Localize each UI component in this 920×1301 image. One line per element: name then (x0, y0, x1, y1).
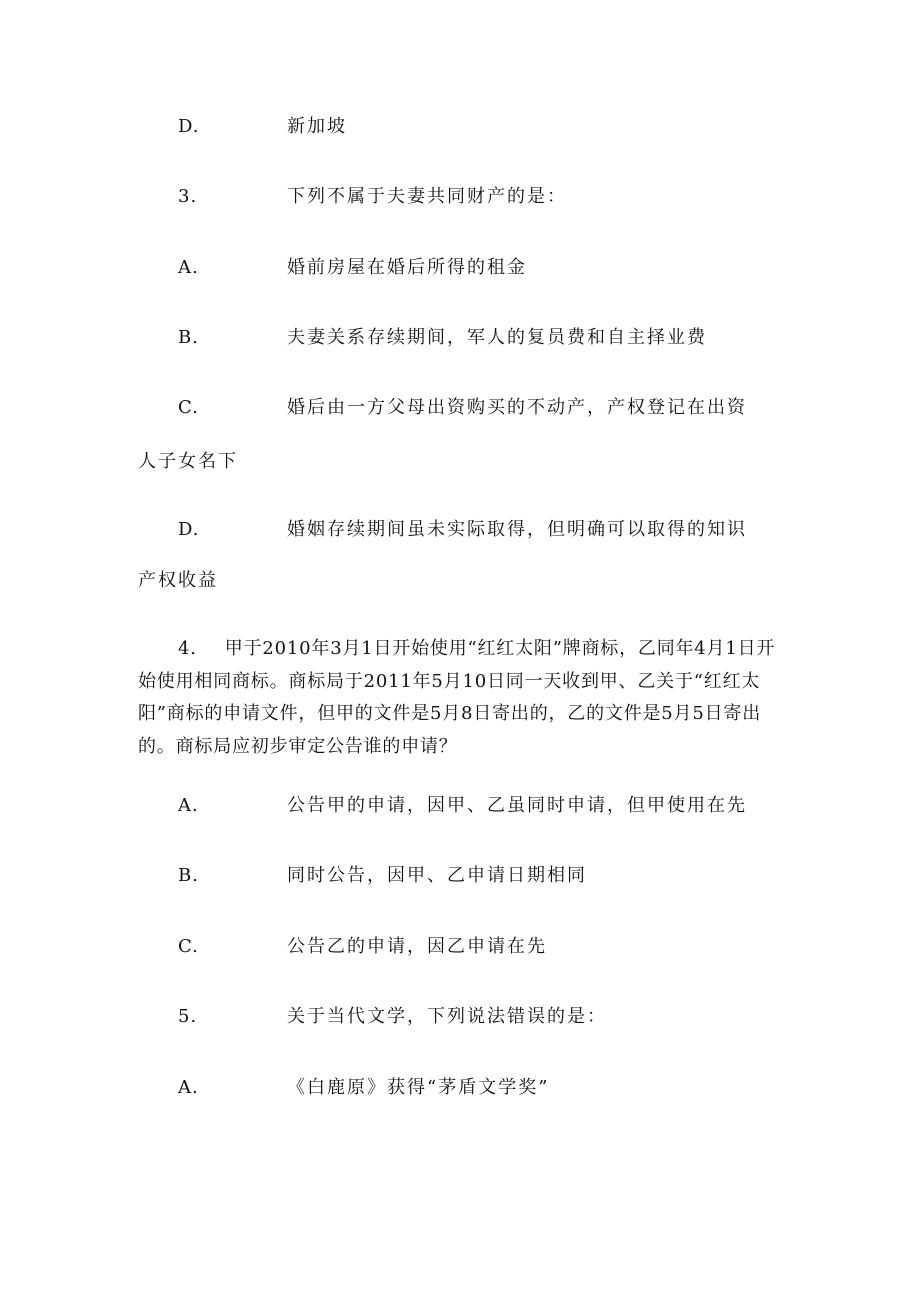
question-number: 4. (178, 638, 197, 659)
question-number: 3. (178, 186, 198, 207)
option-text-continuation: 产权收益 (138, 570, 218, 591)
option-text-continuation: 人子女名下 (138, 451, 238, 472)
option-c-q3-continued (0, 447, 920, 477)
option-d-q3-continued (0, 566, 920, 596)
option-text: 公告乙的申请，因乙申请在先 (287, 936, 547, 957)
option-a-q3 (0, 253, 920, 283)
option-d-q2 (0, 112, 920, 142)
question-text: 甲于2010年3月1日开始使用“红红太阳”牌商标，乙同年4月1日开始使用相同商标。商标局于2011年5月10日同一天收到甲、乙关于“红红太阳”商标的申请文件，但甲的文件是5月8日寄出的，乙的文件是5月5日寄出的。商标局应初步审定公告谁的申请？ (138, 638, 776, 757)
question-4-paragraph (138, 633, 788, 763)
option-text: 婚前房屋在婚后所得的租金 (287, 257, 527, 278)
option-marker: D. (178, 519, 200, 540)
question-5 (0, 1002, 920, 1032)
option-marker: C. (178, 397, 199, 418)
option-marker: A. (178, 257, 199, 278)
option-b-q3 (0, 323, 920, 353)
question-text: 下列不属于夫妻共同财产的是： (287, 186, 567, 207)
option-c-q4 (0, 932, 920, 962)
option-text: 婚后由一方父母出资购买的不动产，产权登记在出资 (287, 397, 747, 418)
option-text: 新加坡 (287, 116, 347, 137)
option-d-q3 (0, 515, 920, 545)
question-number: 5. (178, 1006, 198, 1027)
option-marker: A. (178, 1077, 199, 1098)
option-marker: D. (178, 116, 200, 137)
option-marker: B. (178, 327, 199, 348)
option-text: 公告甲的申请，因甲、乙虽同时申请，但甲使用在先 (287, 795, 747, 816)
option-marker: B. (178, 865, 199, 886)
option-marker: C. (178, 936, 199, 957)
option-text: 《白鹿原》获得“茅盾文学奖” (287, 1077, 550, 1098)
option-text: 夫妻关系存续期间，军人的复员费和自主择业费 (287, 327, 707, 348)
option-marker: A. (178, 795, 199, 816)
option-c-q3 (0, 393, 920, 423)
option-b-q4 (0, 861, 920, 891)
option-a-q4 (0, 791, 920, 821)
question-text: 关于当代文学，下列说法错误的是： (287, 1006, 607, 1027)
option-text: 婚姻存续期间虽未实际取得，但明确可以取得的知识 (287, 519, 747, 540)
question-3 (0, 182, 920, 212)
option-text: 同时公告，因甲、乙申请日期相同 (287, 865, 587, 886)
option-a-q5 (0, 1073, 920, 1103)
